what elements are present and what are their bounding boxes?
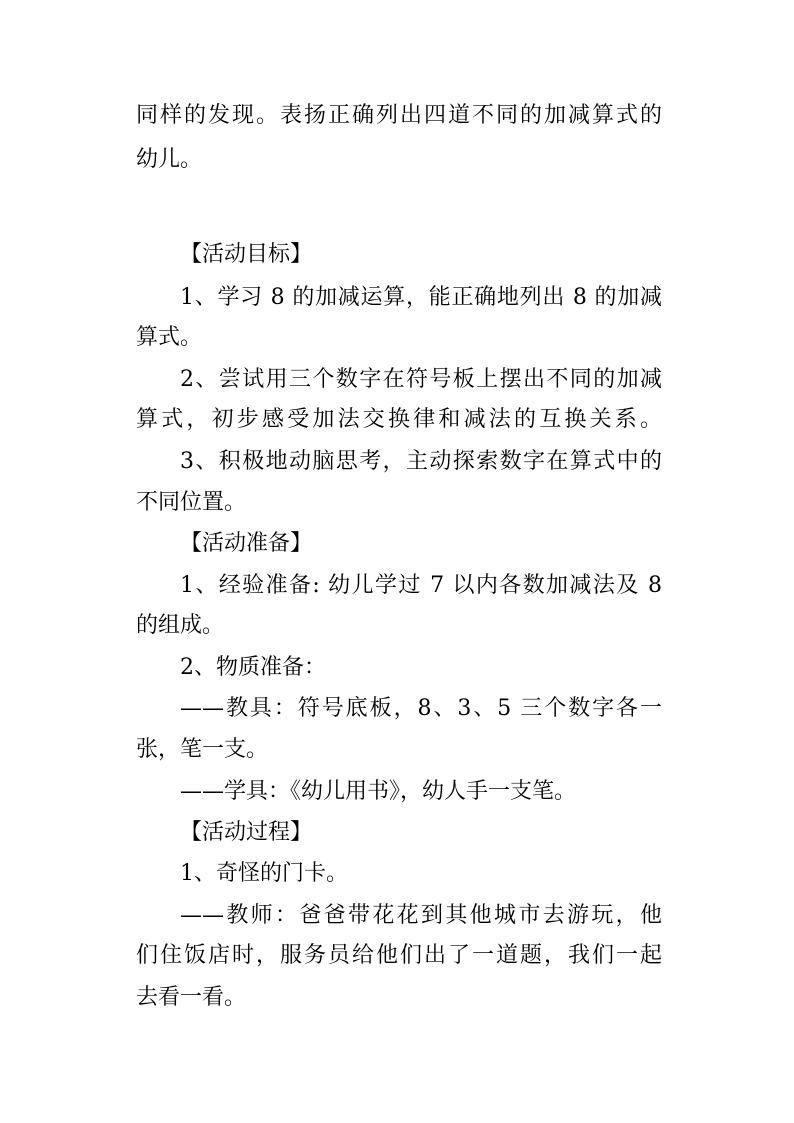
text-line: ——教师：爸爸带花花到其他城市去游玩，他 xyxy=(180,903,662,928)
text-line: 们住饭店时，服务员给他们出了一道题，我们一起 xyxy=(136,943,662,968)
text-line: 1、学习 8 的加减运算，能正确地列出 8 的加减 xyxy=(180,285,662,310)
text-line: 3、积极地动脑思考，主动探索数字在算式中的 xyxy=(180,449,662,474)
text-line: 算式，初步感受加法交换律和减法的互换关系。 xyxy=(136,407,662,432)
text-line: 2、物质准备： xyxy=(180,655,326,680)
section-heading: 【活动准备】 xyxy=(180,531,313,556)
text-line: 去看一看。 xyxy=(136,985,247,1010)
text-line: 同样的发现。表扬正确列出四道不同的加减算式的 xyxy=(136,103,662,128)
section-heading: 【活动目标】 xyxy=(180,242,313,267)
text-line: ——学具：《幼儿用书》，幼人手一支笔。 xyxy=(180,779,577,804)
text-line: 算式。 xyxy=(136,325,203,350)
text-line: 幼儿。 xyxy=(136,147,203,172)
text-line: 1、经验准备: 幼儿学过 7 以内各数加减法及 8 xyxy=(180,573,662,598)
text-line: 不同位置。 xyxy=(136,490,247,515)
section-heading: 【活动过程】 xyxy=(180,820,313,845)
text-line: ——教具：符号底板，8、3、5 三个数字各一 xyxy=(180,696,662,721)
text-line: 张，笔一支。 xyxy=(136,737,269,762)
text-line: 1、奇怪的门卡。 xyxy=(180,861,348,886)
text-line: 的组成。 xyxy=(136,613,225,638)
text-line: 2、尝试用三个数字在符号板上摆出不同的加减 xyxy=(180,367,662,392)
